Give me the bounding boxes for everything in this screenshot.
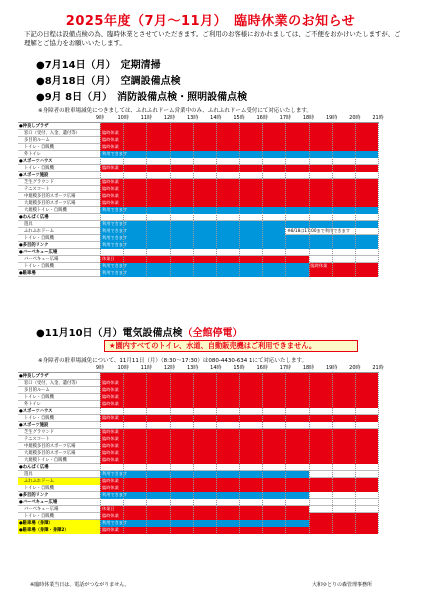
facility-label: 外トイレ (24, 402, 41, 407)
facility-label: 窓口（受付、入金、遺付等） (24, 131, 80, 136)
table-row (18, 387, 378, 394)
facility-label: 大規模トイレ・自販機 (24, 458, 67, 463)
hour-label: 18時 (302, 365, 315, 371)
event-electric (36, 324, 243, 339)
closed-bar: 臨時休業 (100, 415, 378, 421)
table-row (18, 499, 378, 506)
event-fire: ●9月 8日（月） 消防設備点検・照明設備点検 (36, 92, 248, 103)
table-row (18, 137, 378, 144)
grid-line (193, 372, 194, 533)
table-row (18, 436, 378, 443)
table-row (18, 207, 378, 214)
grid-line (262, 372, 263, 533)
table-row (18, 200, 378, 207)
hour-label: 20時 (349, 115, 361, 121)
warning-banner: ★園内すべてのトイレ、水道、自動販売機はご利用できません。 (104, 340, 358, 352)
grid-line (239, 122, 240, 276)
closed-bar: 休業日 (100, 506, 309, 512)
grid-line (332, 372, 333, 533)
grid-line (355, 122, 356, 276)
hour-header (95, 114, 384, 122)
facility-label: テニスコート (24, 437, 50, 442)
closed-bar: 休業日 (100, 256, 309, 262)
closed-bar: 臨時休業 (100, 130, 378, 136)
hour-label: 12時 (163, 115, 176, 121)
category-label: ●多目的リンク (19, 493, 49, 498)
grid-line (285, 122, 286, 276)
closed-bar: 臨時休業 (100, 165, 378, 171)
grid-line (309, 122, 310, 276)
table-row (18, 158, 378, 165)
table-row (18, 242, 378, 249)
hour-label: 20時 (349, 365, 361, 371)
grid-line (309, 372, 310, 533)
closed-bar: 臨時休業 (100, 179, 378, 185)
table-row (18, 151, 378, 158)
facility-label: 中規模多目的スポーツ広場 (24, 194, 76, 199)
available-bar: 利用できます (100, 520, 309, 526)
facility-label: 外トイレ (24, 152, 41, 157)
table-row (18, 408, 378, 415)
facility-label: トイレ・自販機 (24, 416, 54, 421)
table-row (18, 214, 378, 221)
schedule-grid (18, 372, 378, 534)
hour-header (95, 364, 384, 372)
facility-label: 大規模多目的スポーツ広場 (24, 201, 76, 206)
closed-bar: 臨時休業 (100, 443, 378, 449)
table-row (18, 527, 378, 534)
category-label: ●駐車場（身障） (18, 520, 102, 527)
closed-bar: 臨時休業 (100, 457, 378, 463)
table-row (18, 401, 378, 408)
table-row (18, 513, 378, 520)
table-row (18, 123, 378, 130)
hour-label: 16時 (256, 365, 268, 371)
closed-bar: 臨時休業 (100, 137, 378, 143)
grid-line (123, 372, 124, 533)
table-row (18, 492, 378, 499)
facility-label: 中規模多目的スポーツ広場 (24, 444, 76, 449)
hour-label: 19時 (325, 115, 338, 121)
table-row (18, 270, 378, 277)
available-bar: 利用できます (100, 235, 378, 241)
facility-label: 芝生グラウンド (24, 430, 55, 435)
grid-line (100, 372, 101, 533)
category-label: ●駐車場（身障・身障2） (18, 527, 102, 534)
facility-label: 大規模多目的スポーツ広場 (24, 451, 76, 456)
grid-line (170, 372, 171, 533)
table-row (18, 186, 378, 193)
closed-bar: 臨時休業 (100, 436, 378, 442)
page-title: 2025年度（7月～11月） 臨時休業のお知らせ (65, 14, 356, 29)
available-bar: 利用できます (100, 263, 309, 269)
facility-label: 遊具 (24, 472, 33, 477)
hour-label: 13時 (186, 115, 199, 121)
footer-office: 大和ゆとりの森管理事務所 (312, 582, 373, 588)
hour-label: 17時 (279, 365, 292, 371)
closed-bar: 臨時休業 (100, 478, 378, 484)
hour-label: 11時 (140, 115, 153, 121)
hour-label: 11時 (140, 365, 153, 371)
footer-phone-note: ※臨時休業当日は、電話がつながりません。 (30, 582, 130, 588)
facility-label: 多目的ルーム (24, 388, 50, 393)
closed-bar: 臨時休業 (100, 186, 378, 192)
facility-label: バーベキュー広場 (24, 257, 59, 262)
grid-line (170, 122, 171, 276)
closed-bar: 臨時休業 (100, 429, 378, 435)
hour-label: 10時 (117, 365, 129, 371)
table-row (18, 471, 378, 478)
facility-label: 芝生グラウンド (24, 180, 55, 185)
table-row (18, 464, 378, 471)
parking-note-1: ※身障者の駐車場減免につきましては、ふれふれドーム営業中のみ、ふれふれドーム受付にて対応いたします。 (38, 108, 312, 114)
table-row (18, 485, 378, 492)
facility-label: トイレ・自販機 (24, 236, 54, 241)
grid-line (378, 122, 379, 276)
parking-note-2: ※身障者の駐車場減免について、11月11日（月）（8:30～17:30）は080-4430-634 1にて対応いたします。 (38, 358, 308, 364)
hour-label: 21時 (372, 115, 384, 121)
table-row (18, 506, 378, 513)
hour-label: 15時 (233, 115, 245, 121)
hour-label: 9時 (95, 115, 105, 121)
hour-label: 9時 (95, 365, 105, 371)
closed-bar: 臨時休業 (100, 200, 378, 206)
grid-line (146, 122, 147, 276)
grid-line (123, 122, 124, 276)
hour-label: 21時 (372, 365, 384, 371)
facility-label: 窓口（受付、入金、遺付等） (24, 381, 80, 386)
category-label: ●多目的リンク (19, 243, 49, 248)
category-label: ●スポーツハウス (19, 409, 53, 414)
available-bar: 利用できます (100, 492, 309, 498)
category-label: ●仲良しプラザ (19, 124, 49, 129)
table-row (18, 165, 378, 172)
hour-label: 15時 (233, 365, 245, 371)
facility-label: 大規模トイレ・自販機 (24, 208, 67, 213)
grid-line (100, 122, 101, 276)
table-row (18, 415, 378, 422)
closed-bar: 臨時休業 (100, 450, 378, 456)
facility-label: トイレ・自販機 (24, 145, 54, 150)
table-row (18, 235, 378, 242)
category-label: ●わんぱく広場 (19, 465, 49, 470)
closed-bar: 臨時休業 (100, 394, 378, 400)
facility-label: バーベキュー広場 (24, 507, 59, 512)
available-bar: 利用できます (100, 151, 378, 157)
facility-label: トイレ・自販機 (24, 395, 54, 400)
closed-bar: 臨時休業 (100, 527, 378, 533)
facility-label: トイレ・自販機 (24, 264, 54, 269)
facility-label: 多目的ルーム (24, 138, 50, 143)
hour-label: 17時 (279, 115, 292, 121)
event-cleaning: ●7月14日（月） 定期清掃 (36, 60, 161, 71)
table-row (18, 249, 378, 256)
table-row (18, 193, 378, 200)
table-row (18, 172, 378, 179)
table-row (18, 130, 378, 137)
available-bar: 利用できます (100, 270, 309, 276)
closed-bar: 臨時休業 (100, 401, 378, 407)
closed-bar (309, 520, 379, 526)
grid-line (262, 122, 263, 276)
table-row (18, 394, 378, 401)
event-aircon: ●8月18日（月） 空調設備点検 (36, 76, 181, 87)
facility-label: トイレ・自販機 (24, 514, 54, 519)
table-row (18, 422, 378, 429)
category-label: ●バーベキュー広場 (19, 500, 58, 505)
closed-bar: 臨時休業 (100, 380, 378, 386)
hour-label: 14時 (210, 365, 222, 371)
table-row (18, 478, 378, 485)
grid-line (146, 372, 147, 533)
grid-line (216, 122, 217, 276)
event-electric-blackout: （全館停電） (182, 328, 243, 339)
table-row (18, 256, 378, 263)
intro-text: 下記の日程は設備点検の為、臨時休業とさせていただきます。ご利用のお客様におかれましては、ご不便をおかけいたしますが、ご理解とご協力をお願いいたします。 (24, 30, 401, 47)
closed-bar: 臨時休業 (100, 193, 378, 199)
category-label: ●スポーツ施設 (19, 173, 49, 178)
hour-label: 14時 (210, 115, 222, 121)
closed-bar: 臨時休業 (309, 263, 379, 269)
hour-label: 13時 (186, 365, 199, 371)
table-row (18, 429, 378, 436)
hour-label: 19時 (325, 365, 338, 371)
event-electric-main: ●11月10日（月）電気設備点検 (36, 328, 183, 339)
grid-line (216, 372, 217, 533)
closed-bar: 臨時休業 (100, 485, 378, 491)
category-label: ●バーベキュー広場 (19, 250, 58, 255)
category-label: ●わんぱく広場 (19, 215, 49, 220)
facility-label: 遊具 (24, 222, 33, 227)
closed-bar: 臨時休業 (100, 144, 378, 150)
table-row (18, 221, 378, 228)
table-row (18, 457, 378, 464)
closed-bar (309, 270, 379, 276)
available-bar: 利用できます (100, 207, 378, 213)
facility-label: トイレ・自販機 (24, 166, 54, 171)
grid-line (239, 372, 240, 533)
category-label: ●駐車場 (19, 271, 36, 276)
category-label: ●仲良しプラザ (19, 374, 49, 379)
closed-bar: 臨時休業 (100, 513, 378, 519)
grid-line (355, 372, 356, 533)
facility-label: ふれふれドーム (24, 229, 55, 234)
hour-label: 16時 (256, 115, 268, 121)
facility-label: ふれふれドーム (18, 478, 102, 485)
table-row (18, 144, 378, 151)
available-bar: 利用できます (100, 221, 378, 227)
hour-label: 18時 (302, 115, 315, 121)
available-bar: 利用できます (100, 228, 285, 234)
table-row (18, 179, 378, 186)
table-row (18, 380, 378, 387)
table-row (18, 443, 378, 450)
schedule-grid (18, 122, 378, 277)
facility-label: トイレ・自販機 (24, 486, 54, 491)
hour-label: 12時 (163, 365, 176, 371)
table-row (18, 450, 378, 457)
category-label: ●スポーツハウス (19, 159, 53, 164)
table-row (18, 520, 378, 527)
facility-label: テニスコート (24, 187, 50, 192)
table-row (18, 263, 378, 270)
table-row (18, 228, 378, 235)
available-bar: 利用できます (100, 471, 309, 477)
category-label: ●スポーツ施設 (19, 423, 49, 428)
closed-bar: 臨時休業 (100, 387, 378, 393)
available-bar: 利用できます (100, 242, 378, 248)
table-row (18, 373, 378, 380)
grid-line (332, 122, 333, 276)
note-cell: ※8/18は17:00まで利用できます (287, 228, 350, 234)
grid-line (285, 372, 286, 533)
grid-line (193, 122, 194, 276)
grid-line (378, 372, 379, 533)
hour-label: 10時 (117, 115, 129, 121)
